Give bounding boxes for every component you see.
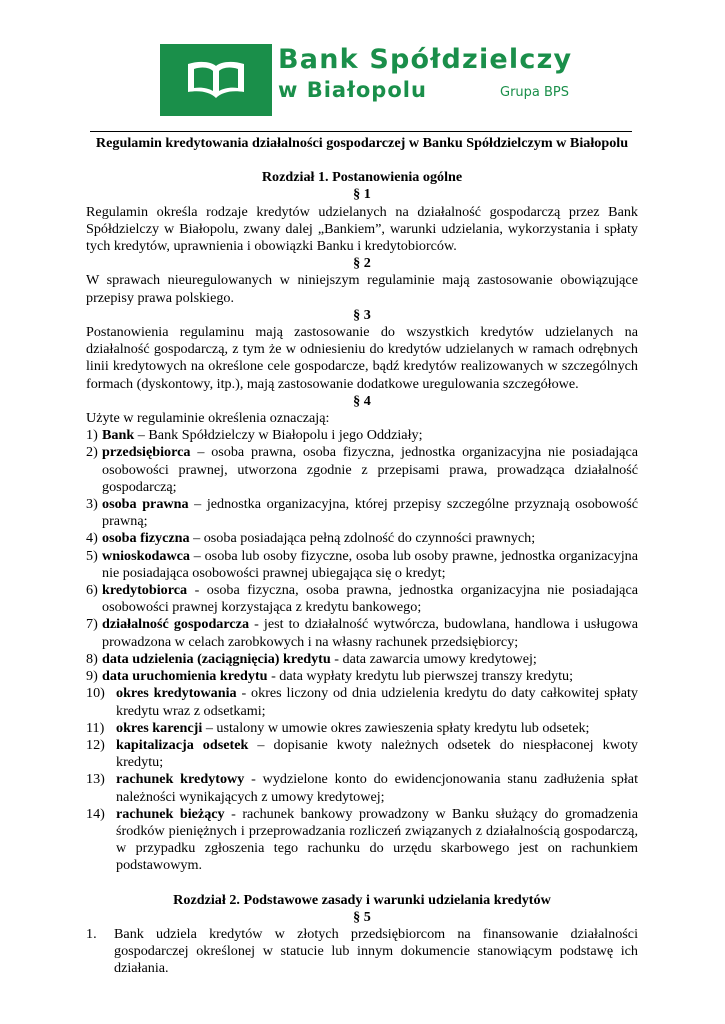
definition-number: 4) <box>86 530 98 547</box>
chapter-heading: Rozdział 2. Podstawowe zasady i warunki udzielania kredytów <box>173 891 551 908</box>
definition-term: okres karencji <box>116 719 203 736</box>
section-intro: Użyte w regulaminie określenia oznaczają: <box>86 410 330 427</box>
definition-term: wnioskodawca <box>102 547 191 564</box>
definition-term: rachunek kredytowy <box>116 771 245 788</box>
item-text: Bank udziela kredytów w złotych przedsiębiorcom na finansowanie działalności gospodarczej określonej w statucie lub innym dokumencie stanowiącym podstawę ich działania. <box>114 925 638 977</box>
definition-description: – Bank Spółdzielczy w Białopolu i jego Oddziały; <box>134 427 423 444</box>
document-title: Regulamin kredytowania działalności gospodarczej w Banku Spółdzielczym w Białopolu <box>95 135 629 151</box>
section-sign: § 5 <box>353 908 371 925</box>
definition-item <box>86 685 638 719</box>
definition-description: - okres liczony od dnia udzielenia kredytu do daty całkowitej spłaty kredytu wraz z odsetkami; <box>116 685 638 719</box>
section-text: Regulamin określa rodzaje kredytów udzielanych na działalność gospodarczą przez Bank Spółdzielczy w Białopolu, zwany dalej „Bankiem”, warunki udzielania, wykorzystania i spłaty tych kredytów, uprawnienia i obowiązki Banku i kredytobiorców. <box>86 203 638 255</box>
definition-term: data uruchomienia kredytu <box>102 668 268 685</box>
definitions-list <box>86 427 638 874</box>
definition-description: – jednostka organizacyjna, której przepisy szczególne przyznają osobowość prawną; <box>102 496 638 530</box>
section-text: W sprawach nieuregulowanych w niniejszym regulaminie mają zastosowanie obowiązujące przepisy prawa polskiego. <box>86 272 638 306</box>
definition-description: - data wypłaty kredytu lub pierwszej transzy kredytu; <box>267 668 574 685</box>
definition-item <box>86 720 638 737</box>
definition-item <box>86 806 638 875</box>
definition-term: działalność gospodarcza <box>102 616 250 633</box>
bank-group: Grupa BPS <box>500 85 570 100</box>
bank-city: w Białopolu <box>278 78 427 102</box>
definition-description: - jest to działalność wytwórcza, budowlana, handlowa i usługowa prowadzona w celach zarobkowych i na własny rachunek przedsiębiorcy; <box>102 616 638 650</box>
definition-number: 3) <box>86 496 98 513</box>
definition-item <box>86 582 638 616</box>
definition-item <box>86 427 638 444</box>
definition-number: 2) <box>86 444 98 461</box>
section-sign: § 1 <box>353 186 371 203</box>
definition-number: 5) <box>86 547 98 564</box>
definition-description: - data zawarcia umowy kredytowej; <box>330 650 537 667</box>
definition-number: 9) <box>86 668 98 685</box>
section-sign: § 2 <box>353 255 371 272</box>
definition-item <box>86 530 638 547</box>
definition-item <box>86 771 638 805</box>
document-body <box>86 135 638 978</box>
definition-item <box>86 651 638 668</box>
definition-term: kredytobiorca <box>102 582 188 599</box>
definition-description: – osoba posiadająca pełną zdolność do czynności prawnych; <box>189 530 536 547</box>
item-number: 1. <box>86 925 97 942</box>
definition-number: 11) <box>86 719 105 736</box>
definition-description: - wydzielone konto do ewidencjonowania stanu zadłużenia spłat należności wynikających z umowy kredytowej; <box>116 771 638 805</box>
definition-term: kapitalizacja odsetek <box>116 736 249 753</box>
definition-number: 12) <box>86 736 105 753</box>
definition-term: Bank <box>102 427 135 444</box>
definition-term: okres kredytowania <box>116 685 237 702</box>
section-sign: § 3 <box>353 306 371 323</box>
definition-item <box>86 737 638 771</box>
bank-logo-icon <box>160 44 272 116</box>
definition-number: 10) <box>86 685 105 702</box>
definition-term: przedsiębiorca <box>102 444 191 461</box>
definition-number: 14) <box>86 805 105 822</box>
letterhead <box>0 0 725 118</box>
definition-term: osoba fizyczna <box>102 530 190 547</box>
definition-item <box>86 668 638 685</box>
definition-description: – osoba lub osoby fizyczne, osoba lub osoby prawne, jednostka organizacyjna nie posiadająca osobowości prawnej ubiegająca się o kredyt; <box>102 547 638 581</box>
definition-term: data udzielenia (zaciągnięcia) kredytu <box>102 650 331 667</box>
bank-name: Bank Spółdzielczy <box>278 44 573 75</box>
definition-description: – dopisanie kwoty należnych odsetek do niespłaconej kwoty kredytu; <box>116 736 638 771</box>
definition-item <box>86 496 638 530</box>
spacer <box>86 152 638 169</box>
definition-number: 13) <box>86 771 105 788</box>
definition-description: – ustalony w umowie okres zawieszenia spłaty kredytu lub odsetek; <box>202 719 590 736</box>
definition-description: - rachunek bankowy prowadzony w Banku służący do gromadzenia środków pieniężnych i przeprowadzania rozliczeń związanych z działalnością gospodarczą, w przypadku zgłoszenia tego rachunku do urzędu skarbowego jest on rachunkiem podstawowym. <box>116 805 639 874</box>
header-divider <box>90 131 632 132</box>
definition-term: rachunek bieżący <box>116 805 225 822</box>
definition-number: 6) <box>86 582 98 599</box>
section-text: Postanowienia regulaminu mają zastosowanie do wszystkich kredytów udzielanych na działalność gospodarczą, z tym że w odniesieniu do kredytów udzielanych w ramach odrębnych linii kredytowych na określone cele gospodarcze, bądź kredytów realizowanych w szczególnych formach (dyskontowy, itp.), mają zastosowanie dodatkowe uregulowania szczegółowe. <box>86 324 638 392</box>
definition-item <box>86 616 638 650</box>
definition-item <box>86 548 638 582</box>
definition-description: – osoba prawna, osoba fizyczna, jednostka organizacyjna nie posiadająca osobowości prawnej, utworzona zgodnie z przepisami prawa, prowadząca działalność gospodarczą; <box>102 444 638 495</box>
definition-number: 1) <box>86 427 98 444</box>
spacer <box>86 875 638 892</box>
definition-item <box>86 444 638 496</box>
chapter-heading: Rozdział 1. Postanowienia ogólne <box>261 169 463 186</box>
section-sign: § 4 <box>353 392 371 409</box>
definition-term: osoba prawna <box>102 496 189 513</box>
section-5-list <box>86 926 638 978</box>
definition-description: - osoba fizyczna, osoba prawna, jednostka organizacyjna nie posiadająca osobowości prawnej korzystająca z kredytu bankowego; <box>102 582 638 616</box>
section-5-item <box>86 926 638 978</box>
definition-number: 8) <box>86 650 98 667</box>
definition-number: 7) <box>86 616 98 633</box>
